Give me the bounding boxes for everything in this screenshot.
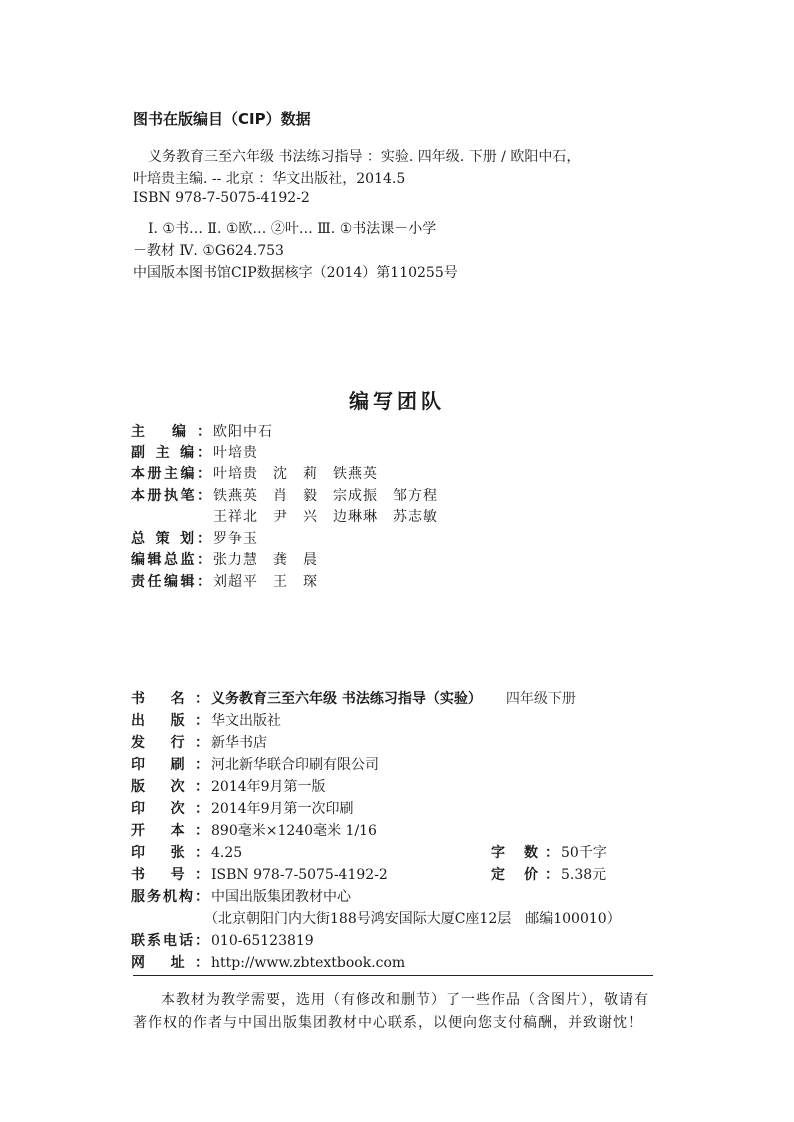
team-value: 张力慧 龚 晨: [213, 552, 318, 568]
colophon-sheets: [131, 842, 242, 864]
team-row: [131, 507, 438, 528]
colophon-price: [491, 864, 606, 886]
copyright-note: 本教材为教学需要，选用（有修改和删节）了一些作品（含图片），敬请有著作权的作者与中国出版集团教材中心联系，以便向您支付稿酬，并致谢忱！: [133, 992, 649, 1031]
team-label: 本册主编：: [131, 466, 211, 482]
team-label: 责任编辑：: [131, 574, 211, 590]
colophon-value: 华文出版社: [211, 713, 281, 729]
team-row: [131, 486, 438, 507]
team-row: [131, 529, 258, 550]
team-row: [131, 422, 273, 443]
colophon-value: 890毫米×1240毫米 1/16: [211, 823, 377, 839]
colophon-value: 5.38元: [561, 867, 607, 883]
colophon-value: 2014年9月第一次印刷: [211, 801, 354, 817]
colophon-label: 印 次：: [131, 801, 209, 817]
colophon-label: 字 数：: [491, 845, 559, 861]
colophon-value: 50千字: [561, 845, 607, 861]
colophon-label: 书 号：: [131, 867, 209, 883]
colophon-value: 4.25: [211, 845, 243, 861]
team-label: 总 策 划：: [131, 531, 211, 547]
colophon-distributor: [131, 732, 267, 754]
divider: [133, 975, 653, 976]
colophon-value: 新华书店: [211, 735, 267, 751]
cip-isbn: ISBN 978-7-5075-4192-2: [133, 190, 310, 206]
team-label: 主 编：: [131, 424, 211, 440]
colophon-label: 开 本：: [131, 823, 209, 839]
colophon-words: [491, 842, 607, 864]
team-value: 叶培贵: [213, 445, 258, 461]
colophon-volume: 四年级下册: [505, 691, 576, 707]
team-label: 本册执笔：: [131, 488, 211, 504]
cip-title: 图书在版编目（CIP）数据: [133, 110, 311, 128]
team-value: 王祥北 尹 兴 边琳琳 苏志敏: [213, 509, 438, 525]
colophon-value: 河北新华联合印刷有限公司: [211, 757, 379, 773]
team-row: [131, 550, 318, 571]
colophon-book-number: [131, 864, 388, 886]
colophon-value: ISBN 978-7-5075-4192-2: [211, 867, 388, 883]
colophon-label: 定 价：: [491, 867, 559, 883]
colophon-website-link[interactable]: http://www.zbtextbook.com: [211, 955, 406, 971]
colophon-website: [131, 952, 405, 974]
colophon-address: （北京朝阳门内大街188号鸿安国际大厦C座12层 邮编100010）: [204, 911, 621, 927]
team-label: 副 主 编：: [131, 445, 211, 461]
team-label: 编辑总监：: [131, 552, 211, 568]
cip-record-number: 中国版本图书馆CIP数据核字（2014）第110255号: [133, 265, 458, 281]
cip-description-line2: 叶培贵主编. -- 北京 ：华文出版社，2014.5: [133, 171, 406, 187]
team-value: 罗争玉: [213, 531, 258, 547]
colophon-publisher: [131, 710, 281, 732]
colophon-label: 网 址：: [131, 955, 209, 971]
team-row: [131, 572, 318, 593]
cip-classification-line2: －教材 Ⅳ. ①G624.753: [133, 243, 284, 259]
team-value: 刘超平 王 琛: [213, 574, 318, 590]
colophon-label: 联系电话：: [131, 933, 209, 949]
colophon-edition: [131, 776, 326, 798]
colophon-label: 印 刷：: [131, 757, 209, 773]
colophon-value: 010-65123819: [211, 933, 314, 949]
colophon-label: 发 行：: [131, 735, 209, 751]
colophon-label: 书 名：: [131, 691, 209, 707]
colophon-value: 义务教育三至六年级 书法练习指导（实验）: [211, 691, 482, 707]
colophon-service: [131, 886, 351, 908]
cip-classification-line1: Ⅰ. ①书… Ⅱ. ①欧… ②叶… Ⅲ. ①书法课－小学: [148, 221, 437, 237]
team-title: 编写团队: [349, 389, 445, 413]
team-value: 铁燕英 肖 毅 宗成振 邹方程: [213, 488, 438, 504]
colophon-value: 2014年9月第一版: [211, 779, 326, 795]
colophon-label: 版 次：: [131, 779, 209, 795]
colophon-label: 印 张：: [131, 845, 209, 861]
team-value: 欧阳中石: [213, 424, 273, 440]
team-value: 叶培贵 沈 莉 铁燕英: [213, 466, 378, 482]
team-row: [131, 464, 378, 485]
colophon-format: [131, 820, 377, 842]
colophon-book-name: [131, 688, 576, 710]
colophon-printer: [131, 754, 379, 776]
team-row: [131, 443, 258, 464]
cip-description-line1: 义务教育三至六年级 书法练习指导 ：实验. 四年级. 下册 / 欧阳中石，: [148, 149, 581, 165]
colophon-label: 服务机构：: [131, 889, 209, 905]
colophon-impression: [131, 798, 354, 820]
colophon-phone: [131, 930, 314, 952]
colophon-value: 中国出版集团教材中心: [211, 889, 351, 905]
colophon-label: 出 版：: [131, 713, 209, 729]
